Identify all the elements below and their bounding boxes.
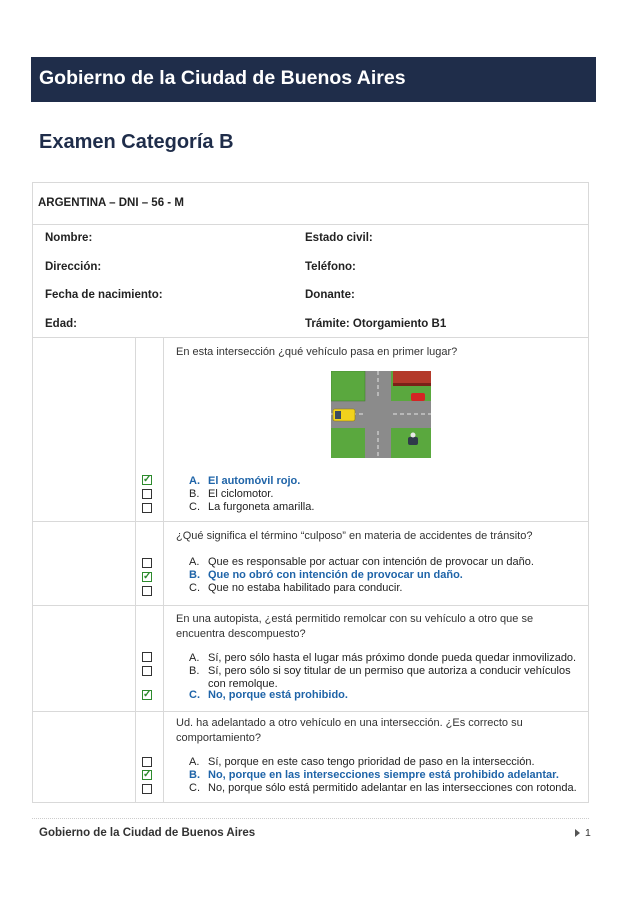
answer-letter: A. [189, 556, 200, 568]
answer-option [189, 652, 584, 665]
answer-text: No, porque en las intersecciones siempre está prohibido adelantar. [208, 769, 559, 781]
question-text: En una autopista, ¿está permitido remolcar con su vehículo a otro que se encuentra descompuesto? [176, 613, 534, 640]
answer-letter: B. [189, 488, 200, 500]
triangle-right-icon [575, 829, 580, 837]
answer-text: Sí, pero sólo si soy titular de un permiso que autoriza a conducir vehículos con remolque. [208, 665, 571, 690]
header-banner [31, 57, 596, 102]
column-divider [135, 337, 136, 803]
answer-option [189, 582, 584, 595]
answer-letter: A. [189, 652, 200, 664]
banner-title: Gobierno de la Ciudad de Buenos Aires [39, 67, 406, 89]
answer-option [189, 769, 584, 782]
answer-text: Que no estaba habilitado para conducir. [208, 582, 403, 594]
answer-option [189, 556, 584, 569]
telefono-label: Teléfono: [305, 261, 356, 273]
answer-option [189, 488, 584, 501]
building [393, 371, 431, 383]
answer-letter: A. [189, 475, 200, 487]
answer-letter: C. [189, 689, 200, 701]
candidate-id-line: ARGENTINA – DNI – 56 - M [38, 197, 184, 209]
answer-checkbox[interactable] [142, 489, 152, 499]
answer-text: El ciclomotor. [208, 488, 274, 500]
answer-letter: C. [189, 501, 200, 513]
answer-text: Que es responsable por actuar con intención de provocar un daño. [208, 556, 534, 568]
footer-text: Gobierno de la Ciudad de Buenos Aires [39, 827, 256, 839]
moped [408, 437, 418, 445]
answer-letter: B. [189, 665, 200, 677]
page-number: 1 [585, 827, 591, 839]
answer-option [189, 569, 584, 582]
answer-letter: B. [189, 769, 200, 781]
answer-checkbox[interactable] [142, 757, 152, 767]
answer-checkbox[interactable] [142, 503, 152, 513]
nombre-label: Nombre: [45, 232, 93, 244]
answer-option [189, 475, 584, 488]
divider [32, 521, 589, 522]
answer-text: No, porque sólo está permitido adelantar en las intersecciones con rotonda. [208, 782, 577, 794]
answer-checkbox[interactable]: ✓ [143, 769, 152, 780]
answer-checkbox[interactable] [142, 586, 152, 596]
fecha-nacimiento-label: Fecha de nacimiento: [45, 289, 163, 301]
answer-option [189, 665, 584, 691]
answer-option [189, 756, 584, 769]
answer-text: Sí, porque en este caso tengo prioridad de paso en la intersección. [208, 756, 535, 768]
answer-checkbox[interactable] [142, 666, 152, 676]
tramite-label: Trámite: Otorgamiento B1 [305, 318, 447, 330]
answer-text: No, porque está prohibido. [208, 689, 348, 701]
answer-checkbox[interactable] [142, 558, 152, 568]
answer-letter: B. [189, 569, 200, 581]
question-text: ¿Qué significa el término “culposo” en materia de accidentes de tránsito? [176, 530, 533, 542]
answer-letter: C. [189, 782, 200, 794]
grass-block [331, 371, 365, 401]
edad-label: Edad: [45, 318, 77, 330]
answer-option [189, 782, 584, 795]
answer-checkbox[interactable]: ✓ [143, 689, 152, 700]
direccion-label: Dirección: [45, 261, 102, 273]
exam-title: Examen Categoría B [39, 131, 234, 153]
answer-text: La furgoneta amarilla. [208, 501, 315, 513]
answer-checkbox[interactable] [142, 652, 152, 662]
answer-option [189, 689, 584, 702]
answer-checkbox[interactable]: ✓ [143, 571, 152, 582]
question-text: En esta intersección ¿qué vehículo pasa en primer lugar? [176, 346, 458, 358]
answer-text: Sí, pero sólo hasta el lugar más próximo donde pueda quedar inmovilizado. [208, 652, 577, 664]
divider [32, 337, 589, 338]
intersection-illustration [331, 371, 431, 458]
answer-checkbox[interactable]: ✓ [143, 474, 152, 485]
answer-text: Que no obró con intención de provocar un daño. [208, 569, 463, 581]
grass-block [331, 428, 365, 458]
answer-letter: C. [189, 582, 200, 594]
divider [32, 224, 589, 225]
answer-option [189, 501, 584, 514]
answer-checkbox[interactable] [142, 784, 152, 794]
column-divider [163, 337, 164, 803]
divider [32, 605, 589, 606]
answer-text: El automóvil rojo. [208, 475, 301, 487]
footer-divider [32, 818, 589, 819]
question-text: Ud. ha adelantado a otro vehículo en una intersección. ¿Es correcto su comportamiento? [176, 717, 523, 744]
estado-civil-label: Estado civil: [305, 232, 373, 244]
divider [32, 711, 589, 712]
answer-letter: A. [189, 756, 200, 768]
donante-label: Donante: [305, 289, 355, 301]
red-car [411, 393, 425, 401]
